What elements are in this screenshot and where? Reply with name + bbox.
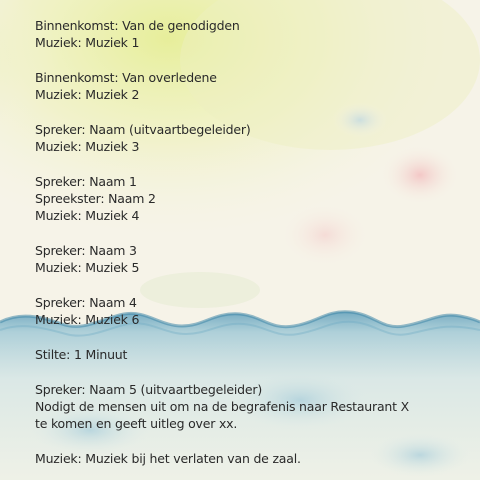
program-item-entry-deceased xyxy=(35,69,465,103)
program-line: Binnenkomst: Van overledene xyxy=(35,70,217,85)
program-line: Muziek: Muziek 1 xyxy=(35,35,140,50)
program-list xyxy=(35,17,465,480)
program-line: Nodigt de mensen uit om na de begrafenis naar Restaurant X xyxy=(35,399,409,414)
program-item-speaker-guide xyxy=(35,121,465,155)
program-item-entry-guests xyxy=(35,17,465,51)
program-line: Stilte: 1 Minuut xyxy=(35,347,128,362)
program-line: Muziek: Muziek 3 xyxy=(35,139,140,154)
program-line: Spreker: Naam 4 xyxy=(35,295,137,310)
program-line: Muziek: Muziek 5 xyxy=(35,260,140,275)
program-line: Muziek: Muziek 4 xyxy=(35,208,140,223)
program-line: Muziek: Muziek 2 xyxy=(35,87,140,102)
program-item-speakers-1-2 xyxy=(35,173,465,224)
program-line: Spreker: Naam 5 (uitvaartbegeleider) xyxy=(35,382,263,397)
program-line: Spreker: Naam (uitvaartbegeleider) xyxy=(35,122,251,137)
program-line: Muziek: Muziek bij het verlaten van de zaal. xyxy=(35,451,301,466)
program-item-silence xyxy=(35,346,465,363)
program-line: Muziek: Muziek 6 xyxy=(35,312,140,327)
program-line: Spreekster: Naam 2 xyxy=(35,191,156,206)
program-line: te komen en geeft uitleg over xx. xyxy=(35,416,238,431)
program-item-speaker-5 xyxy=(35,381,465,432)
program-line: Binnenkomst: Van de genodigden xyxy=(35,18,240,33)
program-line: Spreker: Naam 3 xyxy=(35,243,137,258)
program-line: Spreker: Naam 1 xyxy=(35,174,137,189)
program-item-speaker-4 xyxy=(35,294,465,328)
program-item-closing-music xyxy=(35,450,465,467)
program-item-speaker-3 xyxy=(35,242,465,276)
